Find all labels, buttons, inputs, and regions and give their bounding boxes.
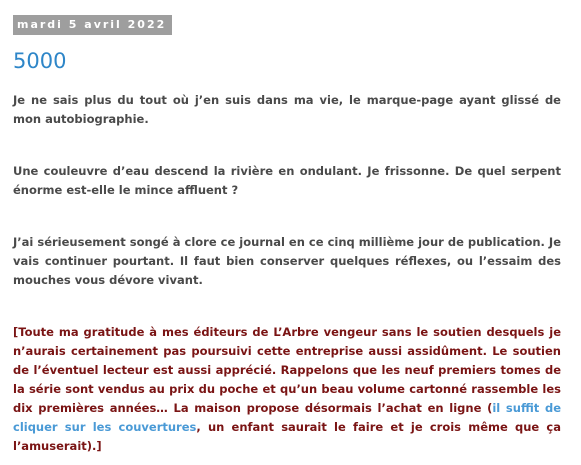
blog-post: [13, 13, 561, 456]
post-title: 5000: [13, 49, 67, 73]
post-paragraph-3: J’ai sérieusement songé à clore ce journal en ce cinq millième jour de publication. Je vais continuer pourtant. Il faut bien conserver quelques réflexes, ou l’essaim des mouches vous dévore vivant.: [13, 235, 561, 287]
covers-link[interactable]: il suffit de cliquer sur les couvertures: [13, 401, 561, 434]
post-paragraph-1: Je ne sais plus du tout où j’en suis dans ma vie, le marque-page ayant glissé de mon autobiographie.: [13, 93, 561, 126]
acknowledgement-paragraph: [13, 323, 561, 456]
post-paragraph-2: Une couleuvre d’eau descend la rivière en ondulant. Je frissonne. De quel serpent énorme est-elle le mince affluent ?: [13, 164, 561, 197]
acknowledgement-text-after-link: , un enfant saurait le faire et je crois même que ça l’amuserait).]: [13, 420, 562, 453]
acknowledgement-text-before-link: [Toute ma gratitude à mes éditeurs de L’Arbre vengeur sans le soutien desquels je n’aurais certainement pas poursuivi cette entreprise aussi assidûment. Le soutien de l’éventuel lecteur est aussi apprécié. Rappelons que les neuf premiers tomes de la série sont vendus au prix du poche et qu’un beau volume cartonné rassemble les dix premières années… La maison propose désormais l’achat en ligne (: [13, 325, 561, 415]
post-date: mardi 5 avril 2022: [13, 15, 172, 35]
